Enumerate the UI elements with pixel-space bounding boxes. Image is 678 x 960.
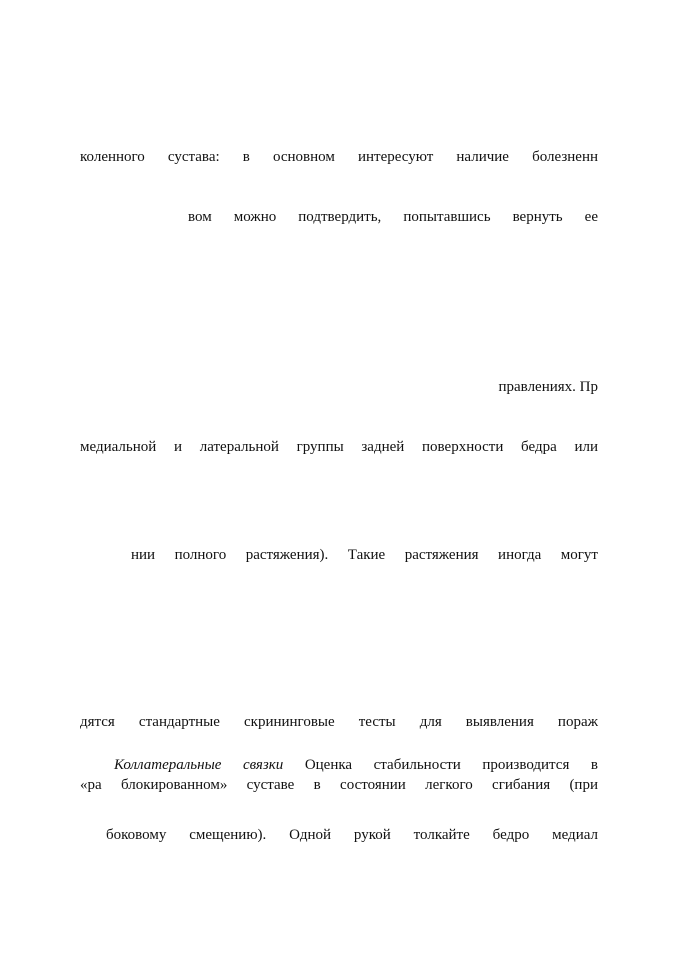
text-line-7-body: Оценка стабильности производится в <box>283 757 598 773</box>
text-line-4: медиальной и латеральной группы задней поверхности бедра или <box>80 439 598 455</box>
section-heading: Коллатеральные связки <box>114 757 284 773</box>
text-line-8: «ра блокированном» суставе в состоянии легкого сгибания (при <box>80 777 598 793</box>
text-line-5: нии полного растяжения). Такие растяжения иногда могут <box>131 547 598 563</box>
text-line-7 <box>114 756 598 774</box>
text-line-9: боковому смещению). Одной рукой толкайте бедро медиал <box>106 827 598 843</box>
text-line-1: коленного сустава: в основном интересуют наличие болезненн <box>80 149 598 165</box>
text-line-2: вом можно подтвердить, попытавшись вернуть ее <box>188 209 598 225</box>
text-line-6: дятся стандартные скрининговые тесты для выявления пораж <box>80 714 598 730</box>
text-line-3: правлениях. Пр <box>498 379 598 395</box>
